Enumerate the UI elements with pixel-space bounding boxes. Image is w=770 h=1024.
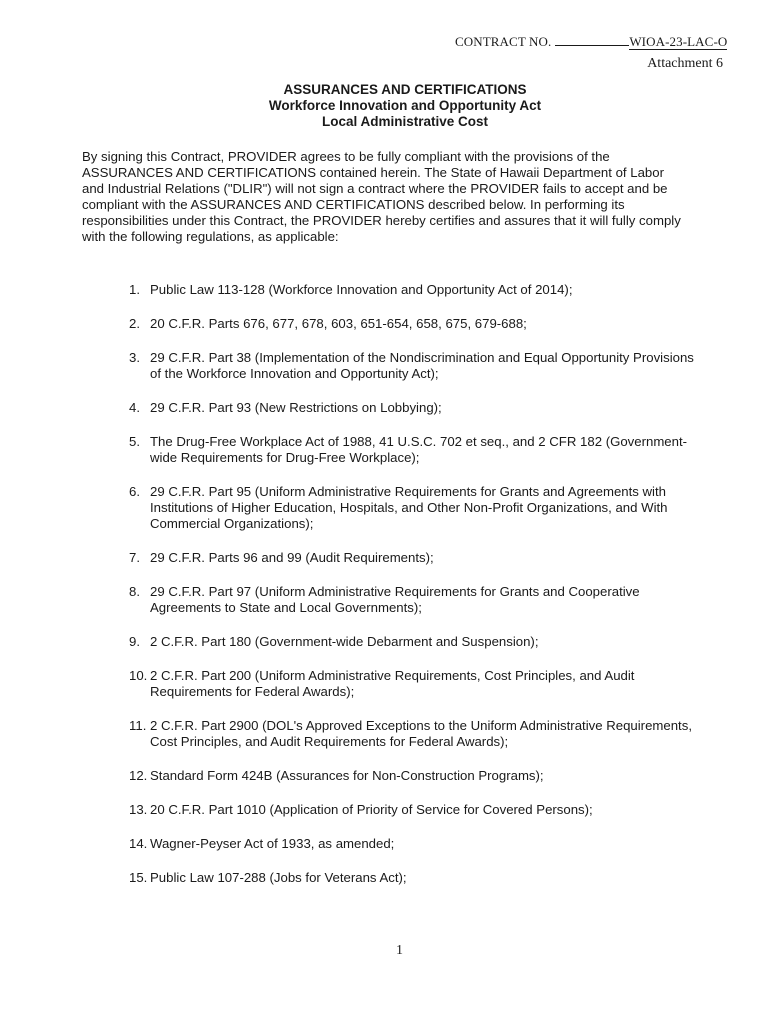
- regulation-number: 10.: [129, 668, 148, 683]
- document-subtitle: Workforce Innovation and Opportunity Act: [268, 98, 542, 113]
- regulation-item: [122, 282, 737, 298]
- regulation-item: [122, 316, 737, 332]
- regulation-text: 2 C.F.R. Part 2900 (DOL's Approved Exceptions to the Uniform Administrative Requirements,: [150, 718, 692, 733]
- regulation-text: wide Requirements for Drug-Free Workplace);: [150, 450, 420, 465]
- contract-number-line: [455, 33, 727, 50]
- regulation-text: Agreements to State and Local Governments);: [150, 600, 422, 615]
- regulation-number: 7.: [129, 550, 140, 565]
- document-subtitle-2: Local Administrative Cost: [321, 114, 489, 129]
- regulation-item: [122, 550, 737, 566]
- regulation-text: Wagner-Peyser Act of 1933, as amended;: [150, 836, 395, 851]
- regulation-number: 1.: [129, 282, 140, 297]
- regulation-text: Institutions of Higher Education, Hospitals, and Other Non-Profit Organizations, and With: [150, 500, 668, 515]
- regulation-text: 29 C.F.R. Part 95 (Uniform Administrative Requirements for Grants and Agreements with: [150, 484, 666, 499]
- regulation-text: 29 C.F.R. Part 38 (Implementation of the Nondiscrimination and Equal Opportunity Provisions: [150, 350, 694, 365]
- regulation-item: [122, 870, 737, 886]
- regulation-text: of the Workforce Innovation and Opportunity Act);: [150, 366, 439, 381]
- regulation-number: 12.: [129, 768, 148, 783]
- regulation-item: [122, 836, 737, 852]
- regulation-text: 20 C.F.R. Parts 676, 677, 678, 603, 651-654, 658, 675, 679-688;: [150, 316, 527, 331]
- regulation-text: 29 C.F.R. Parts 96 and 99 (Audit Requirements);: [150, 550, 434, 565]
- regulation-number: 11.: [129, 718, 147, 733]
- contract-label: CONTRACT NO.: [455, 34, 552, 49]
- regulation-text: 2 C.F.R. Part 200 (Uniform Administrative Requirements, Cost Principles, and Audit: [150, 668, 635, 683]
- regulation-text: 2 C.F.R. Part 180 (Government-wide Debarment and Suspension);: [150, 634, 539, 649]
- regulation-number: 13.: [129, 802, 148, 817]
- regulation-text: 29 C.F.R. Part 93 (New Restrictions on Lobbying);: [150, 400, 442, 415]
- intro-line: responsibilities under this Contract, the PROVIDER hereby certifies and assures that it will fully comply: [82, 213, 681, 228]
- regulation-number: 5.: [129, 434, 140, 449]
- attachment-label: Attachment 6: [647, 56, 723, 71]
- regulation-item: [122, 584, 737, 616]
- regulation-item: [122, 434, 737, 466]
- intro-line: By signing this Contract, PROVIDER agrees to be fully compliant with the provisions of the: [82, 149, 610, 164]
- intro-line: compliant with the ASSURANCES AND CERTIFICATIONS described below. In performing its: [82, 197, 625, 212]
- regulations-list: [122, 282, 737, 904]
- page-number: 1: [396, 943, 403, 958]
- regulation-item: [122, 400, 737, 416]
- regulation-text: The Drug-Free Workplace Act of 1988, 41 U.S.C. 702 et seq., and 2 CFR 182 (Government-: [150, 434, 688, 449]
- intro-line: with the following regulations, as applicable:: [82, 229, 339, 244]
- regulation-text: Standard Form 424B (Assurances for Non-Construction Programs);: [150, 768, 544, 783]
- regulation-text: 20 C.F.R. Part 1010 (Application of Priority of Service for Covered Persons);: [150, 802, 593, 817]
- regulation-item: [122, 484, 737, 532]
- regulation-item: [122, 802, 737, 818]
- intro-paragraph: [82, 149, 732, 245]
- regulation-item: [122, 634, 737, 650]
- regulation-text: Public Law 113-128 (Workforce Innovation and Opportunity Act of 2014);: [150, 282, 573, 297]
- regulation-number: 3.: [129, 350, 140, 365]
- intro-line: and Industrial Relations ("DLIR") will not sign a contract where the PROVIDER fails to accept and be: [82, 181, 668, 196]
- regulation-number: 14.: [129, 836, 148, 851]
- regulation-number: 2.: [129, 316, 140, 331]
- regulation-number: 6.: [129, 484, 140, 499]
- regulation-item: [122, 718, 737, 750]
- regulation-number: 4.: [129, 400, 140, 415]
- regulation-item: [122, 668, 737, 700]
- regulation-text: Cost Principles, and Audit Requirements for Federal Awards);: [150, 734, 509, 749]
- regulation-text: Public Law 107-288 (Jobs for Veterans Act);: [150, 870, 407, 885]
- regulation-number: 15.: [129, 870, 148, 885]
- regulation-item: [122, 350, 737, 382]
- regulation-item: [122, 768, 737, 784]
- intro-line: ASSURANCES AND CERTIFICATIONS contained herein. The State of Hawaii Department of Labor: [82, 165, 664, 180]
- document-title: ASSURANCES AND CERTIFICATIONS: [283, 82, 527, 97]
- regulation-text: Commercial Organizations);: [150, 516, 314, 531]
- document-title-block: [0, 82, 770, 130]
- regulation-text: Requirements for Federal Awards);: [150, 684, 355, 699]
- regulation-text: 29 C.F.R. Part 97 (Uniform Administrative Requirements for Grants and Cooperative: [150, 584, 640, 599]
- regulation-number: 9.: [129, 634, 140, 649]
- contract-blank-line: [555, 33, 629, 46]
- regulation-number: 8.: [129, 584, 140, 599]
- contract-number: WIOA-23-LAC-O: [629, 34, 728, 49]
